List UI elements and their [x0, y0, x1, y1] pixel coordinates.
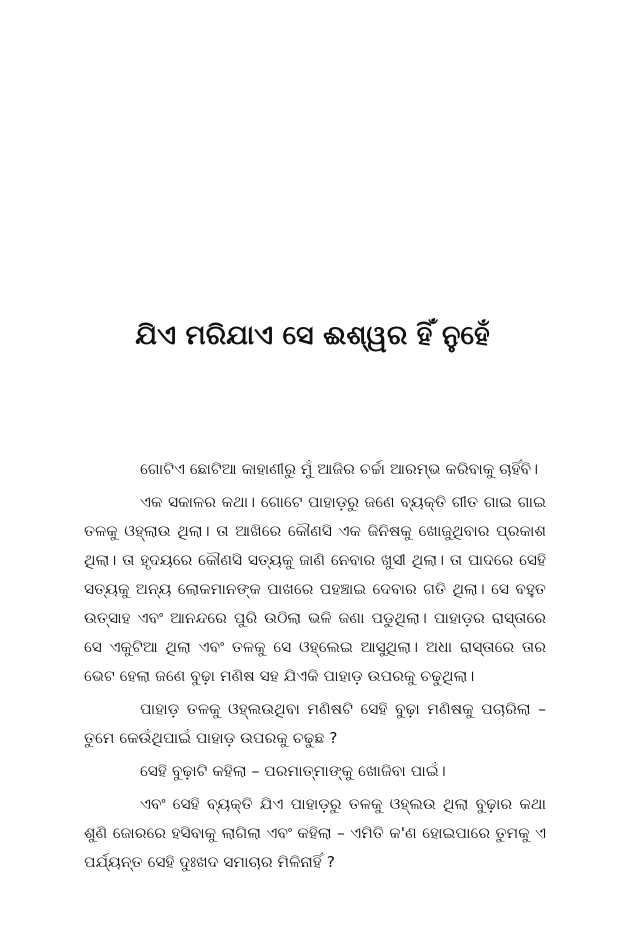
paragraph-5: ଏବଂ ସେହି ବ୍ୟକ୍ତି ଯିଏ ପାହାଡ଼ରୁ ତଳକୁ ଓହ୍ଲଉ ଥିଲା ବୁଢ଼ାର କଥା ଶୁଣି ଜୋରରେ ହସିବାକୁ ଲାଗିଲା ଏବଂ କହିଲା – ଏମିତି କ'ଣ ହୋଇପାରେ ତୁମକୁ ଏ ପର୍ଯ୍ୟନ୍ତ ସେହି ଦୁଃଖଦ ସମାଚାର ମିଳିନାହିଁ ?: [84, 795, 546, 871]
body-text: [84, 455, 546, 881]
paragraph-3: ପାହାଡ଼ ତଳକୁ ଓହ୍ଲଉଥିବା ମଣିଷଟି ସେହି ବୁଢ଼ା ମଣିଷକୁ ପଚାରିଲା – ତୁମେ କେଉଁଥିପାଇଁ ପାହାଡ଼ ଉପରକୁ ଚଢୁଛ ?: [84, 700, 546, 747]
paragraph-4: ସେହି ବୁଢ଼ାଟି କହିଲା – ପରମାତ୍ମାଙ୍କୁ ଖୋଜିବା ପାଇଁ।: [140, 762, 446, 780]
page-title: ଯିଏ ମରିଯାଏ ସେ ଈଶ୍ୱର ହିଁ ନୁହେଁ: [135, 320, 490, 351]
paragraph-1: ଗୋଟିଏ ଛୋଟିଆ କାହାଣୀରୁ ମୁଁ ଆଜିର ଚର୍ଚ୍ଚା ଆରମ୍ଭ କରିବାକୁ ଚାହିଁବି।: [140, 460, 539, 478]
paragraph-2: ଏକ ସକାଳର କଥା। ଗୋଟେ ପାହାଡ଼ରୁ ଜଣେ ବ୍ୟକ୍ତି ଗୀତ ଗାଇ ଗାଇ ତଳକୁ ଓହ୍ଲାଉ ଥିଲା। ତା ଆଖିରେ କୌଣସି ଏକ ଜିନିଷକୁ ଖୋଜୁଥିବାର ପ୍ରକାଶ ଥିଲା। ତା ହୃଦୟରେ କୌଣସି ସତ୍ୟକୁ ଜାଣି ନେବାର ଖୁସୀ ଥିଲା। ତା ପାଦରେ ସେହି ସତ୍ୟକୁ ଅନ୍ୟ ଲୋକମାନଙ୍କ ପାଖରେ ପହଞ୍ଚାଇ ଦେବାର ଗତି ଥିଲା। ସେ ବହୁତ ଉତ୍ସାହ ଏବଂ ଆନନ୍ଦରେ ପୁରି ଉଠିଲା ଭଳି ଜଣା ପଡୁଥିଲା। ପାହାଡ଼ର ରାସ୍ତାରେ ସେ ଏକୁଟିଆ ଥିଲା ଏବଂ ତଳକୁ ସେ ଓହ୍ଲେଇ ଆସୁଥିଲା। ଅଧା ରାସ୍ତାରେ ତାର ଭେଟ ହେଲା ଜଣେ ବୁଢ଼ା ମଣିଷ ସହ ଯିଏକି ପାହାଡ଼ ଉପରକୁ ଚଢୁଥିଲା।: [84, 493, 546, 685]
